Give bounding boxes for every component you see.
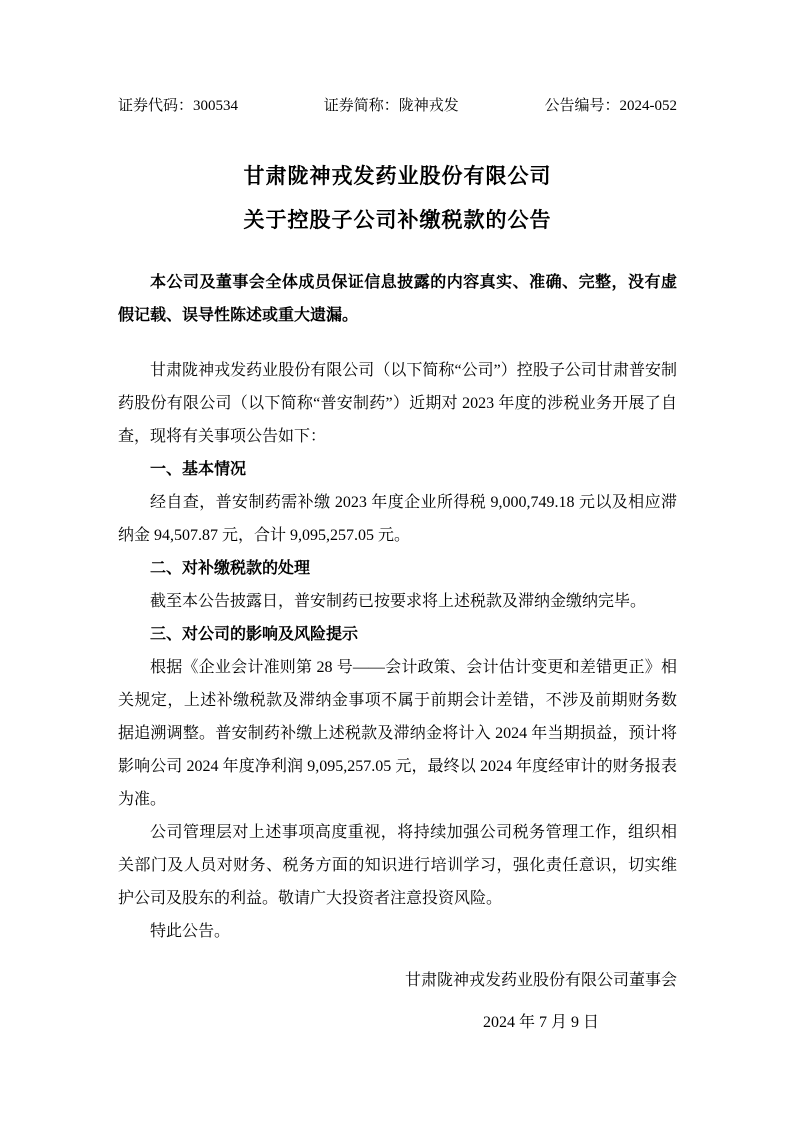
- section2-heading: 二、对补缴税款的处理: [150, 560, 311, 577]
- section3-heading: 三、对公司的影响及风险提示: [150, 626, 359, 643]
- intro-paragraph: 甘肃陇神戎发药业股份有限公司（以下简称“公司”）控股子公司甘肃普安制药股份有限公司（以下简称“普安制药”）近期对 2023 年度的涉税业务开展了自查，现将有关事项公告如下：: [118, 362, 677, 445]
- title-company-name: 甘肃陇神戎发药业股份有限公司: [243, 164, 552, 188]
- signature-block: [118, 964, 677, 1039]
- stock-code: 证券代码：300534: [118, 98, 239, 114]
- document-title: [118, 154, 677, 242]
- signature-inner: [405, 964, 677, 1039]
- stock-name: 证券简称：陇神戎发: [323, 98, 459, 114]
- document-body: [118, 354, 677, 948]
- signature-date: 2024 年 7 月 9 日: [482, 1014, 599, 1031]
- signature-company: 甘肃陇神戎发药业股份有限公司董事会: [404, 972, 677, 989]
- section3-paragraph-2: 公司管理层对上述事项高度重视，将持续加强公司税务管理工作，组织相关部门及人员对财务、税务方面的知识进行培训学习，强化责任意识，切实维护公司及股东的利益。敬请广大投资者注意投资风险。: [118, 824, 677, 907]
- closing-statement: 特此公告。: [150, 923, 231, 940]
- title-subject: 关于控股子公司补缴税款的公告: [243, 208, 552, 232]
- section3-paragraph-1: 根据《企业会计准则第 28 号——会计政策、会计估计变更和差错更正》相关规定，上述补缴税款及滞纳金事项不属于前期会计差错，不涉及前期财务数据追溯调整。普安制药补缴上述税款及滞纳金将计入 2024 年当期损益，预计将影响公司 2024 年度净利润 9,095,257.05 元，最终以 2024 年度经审计的财务报表为准。: [118, 659, 677, 808]
- document-header: [118, 96, 677, 116]
- disclaimer-statement: 本公司及董事会全体成员保证信息披露的内容真实、准确、完整，没有虚假记载、误导性陈述或重大遗漏。: [118, 274, 677, 324]
- section2-paragraph: 截至本公告披露日，普安制药已按要求将上述税款及滞纳金缴纳完毕。: [150, 593, 647, 610]
- section1-heading: 一、基本情况: [150, 461, 247, 478]
- announcement-number: 公告编号：2024-052: [544, 98, 677, 114]
- section1-paragraph: 经自查，普安制药需补缴 2023 年度企业所得税 9,000,749.18 元以及相应滞纳金 94,507.87 元，合计 9,095,257.05 元。: [118, 494, 677, 544]
